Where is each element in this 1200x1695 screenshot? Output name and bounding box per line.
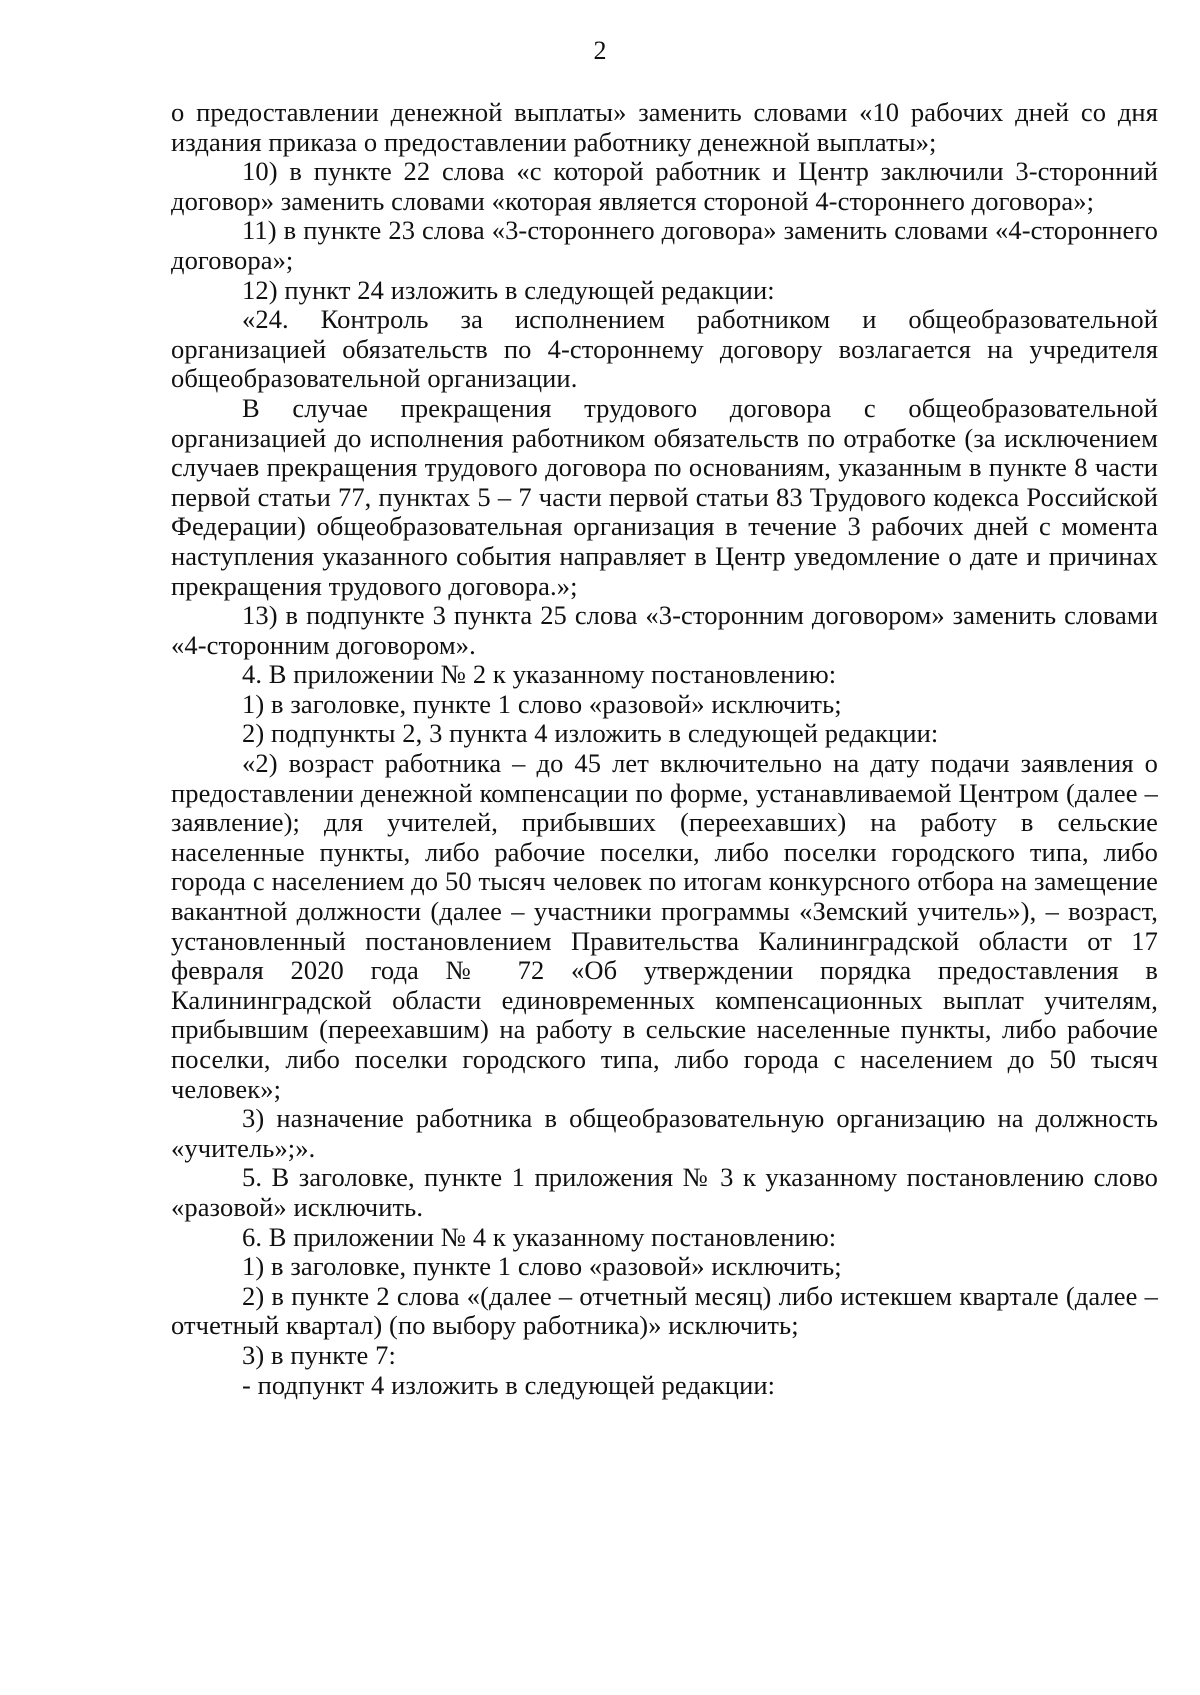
paragraph: 12) пункт 24 изложить в следующей редакции: <box>242 274 775 305</box>
paragraph: 4. В приложении № 2 к указанному постановлению: <box>242 659 837 690</box>
document-body <box>171 98 1158 1400</box>
paragraph: 2) в пункте 2 слова «(далее – отчетный месяц) либо истекшем квартале (далее – отчетный квартал) (по выбору работника)» исключить; <box>171 1280 1158 1341</box>
paragraph: В случае прекращения трудового договора с общеобразовательной организацией до исполнения работником обязательств по отработке (за исключением случаев прекращения трудового договора по основаниям, указанным в пункте 8 части первой статьи 77, пунктах 5 – 7 части первой статьи 83 Трудового кодекса Российской Федерации) общеобразовательная организация в течение 3 рабочих дней с момента наступления указанного события направляет в Центр уведомление о дате и причинах прекращения трудового договора.»; <box>171 392 1158 601</box>
paragraph: «2) возраст работника – до 45 лет включительно на дату подачи заявления о предоставлении денежной компенсации по форме, устанавливаемой Центром (далее – заявление); для учителей, прибывших (переехавших) на работу в сельские населенные пункты, либо рабочие поселки, либо поселки городского типа, либо города с населением до 50 тысяч человек по итогам конкурсного отбора на замещение вакантной должности (далее – участники программы «Земский учитель»), – возраст, установленный постановлением Правительства Калининградской области от 17 февраля 2020 года № 72 «Об утверждении порядка предоставления в Калининградской области единовременных компенсационных выплат учителям, прибывшим (переехавшим) на работу в сельские населенные пункты, либо рабочие поселки, либо поселки городского типа, либо города с населением до 50 тысяч человек»; <box>171 748 1158 1104</box>
paragraph: 6. В приложении № 4 к указанному постановлению: <box>242 1221 837 1252</box>
paragraph: 3) назначение работника в общеобразовательную организацию на должность «учитель»;». <box>171 1103 1158 1163</box>
paragraph: 10) в пункте 22 слова «с которой работник и Центр заключили 3-сторонний договор» заменить словами «которая является стороной 4-стороннего договора»; <box>171 156 1158 216</box>
paragraph: 11) в пункте 23 слова «3-стороннего договора» заменить словами «4-стороннего договора»; <box>171 215 1158 275</box>
paragraph: 13) в подпункте 3 пункта 25 слова «3-сторонним договором» заменить словами «4-сторонним договором». <box>171 600 1158 660</box>
paragraph: 2) подпункты 2, 3 пункта 4 изложить в следующей редакции: <box>242 718 939 749</box>
paragraph: «24. Контроль за исполнением работником и общеобразовательной организацией обязательств по 4-стороннему договору возлагается на учредителя общеобразовательной организации. <box>171 304 1158 394</box>
paragraph: 3) в пункте 7: <box>242 1339 396 1370</box>
paragraph: 1) в заголовке, пункте 1 слово «разовой» исключить; <box>242 1251 842 1282</box>
page-number: 2 <box>593 36 607 65</box>
paragraph: о предоставлении денежной выплаты» заменить словами «10 рабочих дней со дня издания приказа о предоставлении работнику денежной выплаты»; <box>171 97 1158 157</box>
paragraph: - подпункт 4 изложить в следующей редакции: <box>242 1369 776 1400</box>
paragraph: 1) в заголовке, пункте 1 слово «разовой» исключить; <box>242 688 842 719</box>
paragraph: 5. В заголовке, пункте 1 приложения № 3 к указанному постановлению слово «разовой» исключить. <box>171 1162 1158 1222</box>
